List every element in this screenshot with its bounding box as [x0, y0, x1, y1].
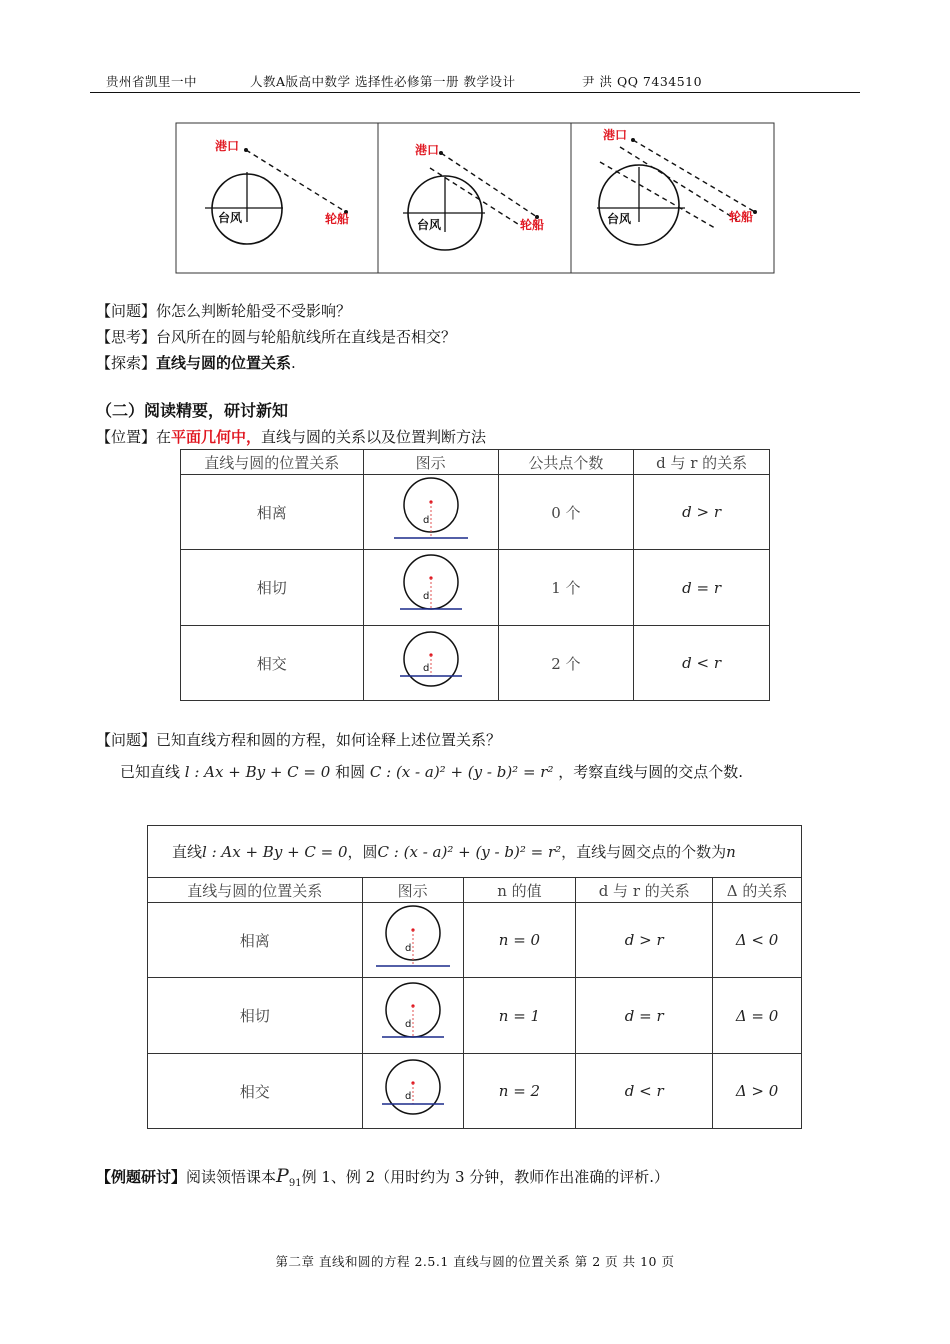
- given-post: ，考察直线与圆的交点个数.: [558, 763, 744, 781]
- port-label: 港口: [603, 128, 628, 142]
- example-post: 例 1、例 2（用时约为 3 分钟，教师作出准确的评析.）: [301, 1168, 670, 1186]
- title-pre: 直线: [172, 843, 203, 861]
- given-mid: 和圆: [335, 763, 366, 781]
- d-label: d: [404, 1091, 411, 1102]
- table-row: [148, 978, 802, 1054]
- relation-cell: 相切: [148, 978, 363, 1054]
- diagram-cell: [362, 1054, 463, 1129]
- table-header-cell: 图示: [363, 450, 498, 475]
- given-pre: 已知直线: [120, 763, 181, 781]
- table-row: [181, 475, 770, 550]
- question-1: [96, 301, 351, 321]
- typhoon-label: 台风: [607, 212, 632, 226]
- table-row: [148, 1054, 802, 1129]
- intersection-table: [147, 825, 802, 1129]
- header-rule: [90, 92, 860, 93]
- ship-label: 轮船: [520, 218, 545, 232]
- diagram-cell: [363, 626, 498, 701]
- delta-cell: Δ = 0: [713, 978, 802, 1054]
- title-line-equation: l : Ax + By + C = 0: [202, 843, 348, 861]
- table-row: [181, 626, 770, 701]
- table-header-cell: 图示: [362, 878, 463, 903]
- think-tag: 【思考】: [96, 328, 157, 346]
- table-header-cell: Δ 的关系: [713, 878, 802, 903]
- table-header-row: [181, 450, 770, 475]
- diagram-cell: [362, 978, 463, 1054]
- position-text: 直线与圆的关系以及位置判断方法: [261, 428, 487, 446]
- points-cell: 1 个: [498, 550, 634, 626]
- header-school: 贵州省凯里一中: [106, 74, 198, 89]
- example-page-sub: 91: [288, 1178, 302, 1189]
- points-cell: 0 个: [498, 475, 634, 550]
- title-mid: ，圆: [347, 843, 378, 861]
- dr-cell: d < r: [576, 1054, 713, 1129]
- position-tag: 【位置】: [96, 428, 157, 446]
- example-page: P: [276, 1165, 289, 1187]
- given-line: [120, 762, 743, 782]
- question-2: [96, 730, 501, 750]
- tangent-diagram: [386, 551, 476, 621]
- position-pre: 在: [156, 428, 172, 446]
- dr-cell: d = r: [576, 978, 713, 1054]
- diagram-cell: [362, 903, 463, 978]
- think-text: 台风所在的圆与轮船航线所在直线是否相交？: [156, 328, 457, 346]
- d-label: d: [422, 515, 429, 526]
- explore-text: 直线与圆的位置关系: [156, 354, 292, 372]
- typhoon-label: 台风: [218, 211, 243, 225]
- delta-cell: Δ > 0: [713, 1054, 802, 1129]
- diagram-cell: [363, 475, 498, 550]
- table-header-cell: d 与 r 的关系: [576, 878, 713, 903]
- delta-cell: Δ < 0: [713, 903, 802, 978]
- relation-cell: 相离: [148, 903, 363, 978]
- intersect-diagram: [386, 626, 476, 696]
- table-header-row: [148, 878, 802, 903]
- tangent-diagram: [368, 979, 458, 1049]
- explore-end: .: [291, 354, 296, 372]
- dr-cell: d = r: [634, 550, 770, 626]
- page-footer: 第二章 直线和圆的方程 2.5.1 直线与圆的位置关系 第 2 页 共 10 页: [275, 1254, 675, 1269]
- figure-frame: [176, 123, 774, 273]
- ship-label: 轮船: [325, 212, 350, 226]
- separate-diagram: [368, 903, 458, 973]
- n-cell: n = 2: [463, 1054, 576, 1129]
- table-row: [148, 903, 802, 978]
- typhoon-figure: [175, 122, 775, 274]
- table-header-cell: 直线与圆的位置关系: [181, 450, 364, 475]
- dr-cell: d > r: [576, 903, 713, 978]
- section-2-title: （二）阅读精要，研讨新知: [96, 401, 289, 420]
- d-label: d: [404, 1018, 411, 1030]
- points-cell: 2 个: [498, 626, 634, 701]
- relation-cell: 相离: [181, 475, 364, 550]
- think-line: [96, 327, 456, 347]
- position-table: [180, 449, 770, 701]
- header-author: 尹 洪 QQ 7434510: [582, 74, 703, 89]
- typhoon-label: 台风: [417, 218, 442, 232]
- title-n: n: [726, 843, 736, 861]
- explore-tag: 【探索】: [96, 354, 157, 372]
- diagram-cell: [363, 550, 498, 626]
- header-course: 人教A版高中数学 选择性必修第一册 教学设计: [250, 74, 516, 89]
- dr-cell: d < r: [634, 626, 770, 701]
- table-header-cell: n 的值: [463, 878, 576, 903]
- n-cell: n = 1: [463, 978, 576, 1054]
- example-line: [96, 1166, 669, 1194]
- question-2-text: 已知直线方程和圆的方程，如何诠释上述位置关系？: [156, 731, 502, 749]
- table-title-cell: [148, 826, 802, 878]
- position-line: [96, 427, 486, 447]
- relation-cell: 相切: [181, 550, 364, 626]
- question-1-tag: 【问题】: [96, 302, 157, 320]
- question-1-text: 你怎么判断轮船受不受影响？: [156, 302, 352, 320]
- relation-cell: 相交: [181, 626, 364, 701]
- title-post: ，直线与圆交点的个数为: [561, 843, 727, 861]
- separate-diagram: [386, 475, 476, 545]
- table-row: [181, 550, 770, 626]
- dr-cell: d > r: [634, 475, 770, 550]
- example-pre: 阅读领悟课本: [186, 1168, 277, 1186]
- title-circle-equation: C : (x - a)² + (y - b)² = r²: [377, 843, 562, 861]
- circle-equation: C : (x - a)² + (y - b)² = r²: [369, 763, 554, 781]
- table-header-cell: 公共点个数: [498, 450, 634, 475]
- ship-label: 轮船: [729, 210, 754, 224]
- table-title-row: [148, 826, 802, 878]
- table-header-cell: 直线与圆的位置关系: [148, 878, 363, 903]
- d-label: d: [404, 943, 411, 954]
- relation-cell: 相交: [148, 1054, 363, 1129]
- line-equation: l : Ax + By + C = 0: [184, 763, 331, 781]
- d-label: d: [422, 590, 429, 602]
- n-cell: n = 0: [463, 903, 576, 978]
- question-2-tag: 【问题】: [96, 731, 157, 749]
- port-label: 港口: [215, 139, 240, 153]
- port-label: 港口: [415, 143, 440, 157]
- d-label: d: [422, 663, 429, 674]
- example-tag: 【例题研讨】: [96, 1168, 187, 1186]
- table-header-cell: d 与 r 的关系: [634, 450, 770, 475]
- explore-line: [96, 353, 296, 373]
- position-highlight: 平面几何中，: [171, 428, 262, 446]
- intersect-diagram: [368, 1054, 458, 1124]
